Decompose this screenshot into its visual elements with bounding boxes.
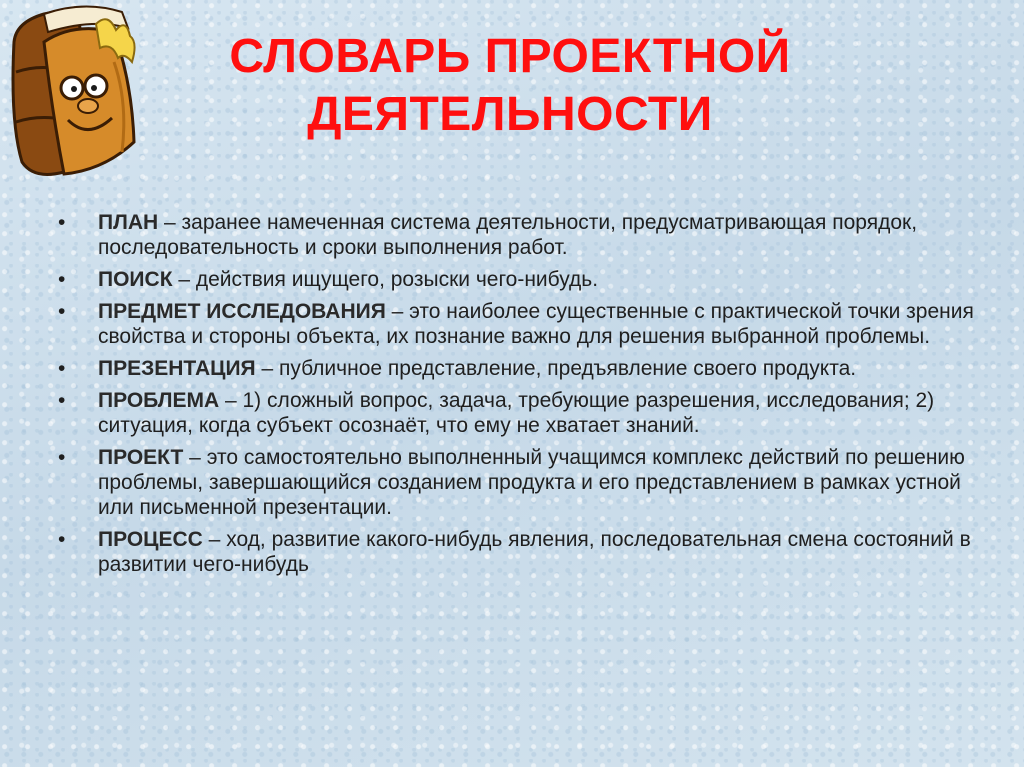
term-definition: – ход, развитие какого-нибудь явления, последовательная смена состояний в развитии чего-нибудь <box>98 528 971 576</box>
term-name: ПРОЦЕСС <box>98 528 203 551</box>
bullet-icon: • <box>58 389 66 412</box>
bullet-icon: • <box>58 357 66 380</box>
list-item-protsess <box>58 527 988 577</box>
term-name: ПРЕЗЕНТАЦИЯ <box>98 357 256 380</box>
bullet-icon: • <box>58 211 66 234</box>
bullet-icon: • <box>58 528 66 551</box>
list-item-plan <box>58 210 988 260</box>
term-name: ПРОЕКТ <box>98 446 184 469</box>
slide-title <box>160 28 860 144</box>
cartoon-book-with-glasses-icon <box>4 2 154 182</box>
term-list <box>58 210 988 584</box>
list-item-predmet-issledovaniya <box>58 299 988 349</box>
term-definition: – это наиболее существенные с практической точки зрения свойства и стороны объекта, их познание важно для решения выбранной проблемы. <box>98 300 974 348</box>
list-item-problema <box>58 388 988 438</box>
title-line-1: СЛОВАРЬ ПРОЕКТНОЙ <box>229 30 791 83</box>
title-line-2: ДЕЯТЕЛЬНОСТИ <box>307 88 713 141</box>
term-definition: – заранее намеченная система деятельности, предусматривающая порядок, последовательность и сроки выполнения работ. <box>98 211 918 259</box>
list-item-proekt <box>58 445 988 520</box>
bullet-icon: • <box>58 300 66 323</box>
term-definition: – действия ищущего, розыски чего-нибудь. <box>172 268 599 291</box>
term-definition: – это самостоятельно выполненный учащимся комплекс действий по решению проблемы, завершающийся созданием продукта и его представлением в рамках устной или письменной презентации. <box>98 446 965 519</box>
bullet-icon: • <box>58 268 66 291</box>
term-name: ПРОБЛЕМА <box>98 389 220 412</box>
bullet-icon: • <box>58 446 66 469</box>
term-name: ПОИСК <box>98 268 173 291</box>
list-item-poisk <box>58 267 988 292</box>
term-name: ПРЕДМЕТ ИССЛЕДОВАНИЯ <box>98 300 386 323</box>
list-item-prezentatsiya <box>58 356 988 381</box>
term-name: ПЛАН <box>98 211 159 234</box>
term-definition: – публичное представление, предъявление своего продукта. <box>255 357 857 380</box>
term-definition: – 1) сложный вопрос, задача, требующие разрешения, исследования; 2) ситуация, когда субъект осознаёт, что ему не хватает знаний. <box>98 389 935 437</box>
